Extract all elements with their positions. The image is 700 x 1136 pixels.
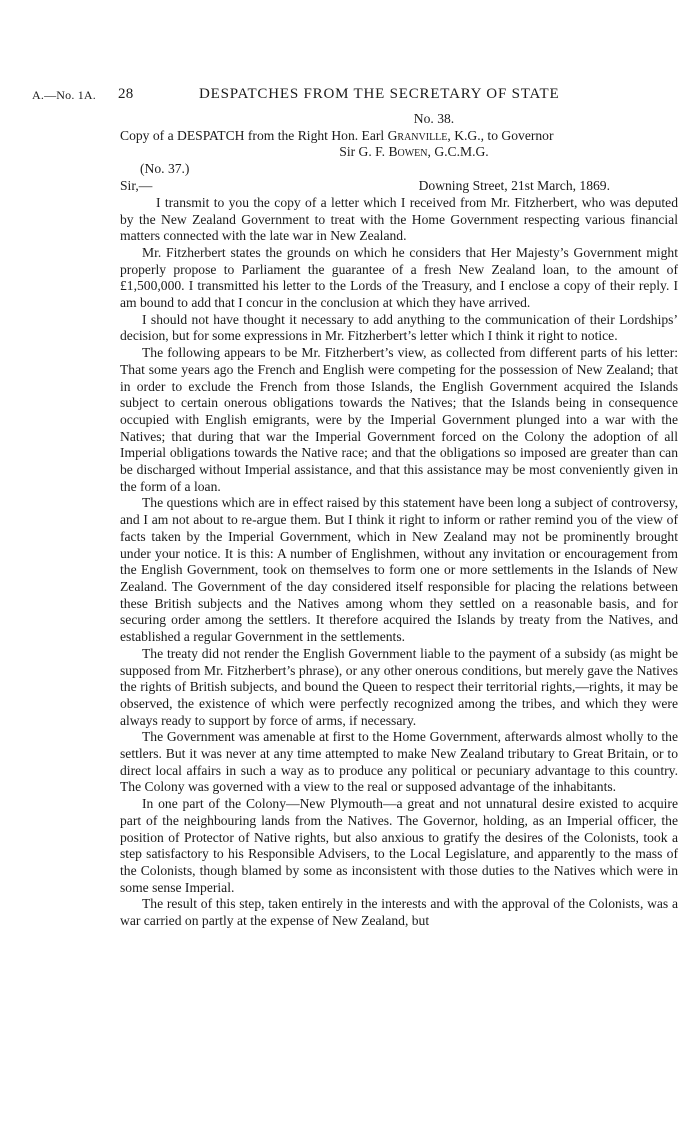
addressee-name: Bowen xyxy=(388,144,428,160)
salutation: Sir,— xyxy=(120,177,153,193)
paragraph: In one part of the Colony—New Plymouth—a great and not unnatural desire existed to acquire part of the neighbouring lands from the Natives. The Governor, holding, as an Imperial officer, the position of Protector of Native rights, but also anxious to gratify the desires of the Colonists, took a step satisfactory to his Responsible Advisers, to the Local Legislature, and apparently to the mass of the Colonists, though blamed by some as inconsistent with those duties to the Natives which were in some sense Imperial. xyxy=(120,796,678,895)
despatch-heading xyxy=(120,128,678,145)
paragraph: The questions which are in effect raised by this statement have been long a subject of controversy, and I am not about to re-argue them. But I think it right to inform or rather remind you of the view of facts taken by the Imperial Government, which in New Zealand may not be prominently brought under your notice. It is this: A number of Englishmen, without any invitation or encouragement from the English Government, took on themselves to form one or more settlements in the Islands of New Zealand. The Government of the day considered itself responsible for placing the relations between these British subjects and the Natives among whom they settled on a reasonable basis, and for securing order among the settlers. It therefore acquired the Islands by treaty from the Natives, and established a regular Government in the settlements. xyxy=(120,495,678,645)
addressee-text-b: , G.C.M.G. xyxy=(427,144,489,160)
despatch-body xyxy=(120,111,678,930)
paper-identifier: A.—No. 1A. xyxy=(32,88,96,102)
paragraph: The treaty did not render the English Government liable to the payment of a subsidy (as might be supposed from Mr. Fitzherbert’s phrase), or any other onerous conditions, but merely gave the Natives the rights of British subjects, and bound the Queen to respect their territorial rights,—rights, it may be observed, the existence of which were perfectly recognized among the tribes, and which they were always ready to support by force of arms, if necessary. xyxy=(120,645,678,728)
running-header xyxy=(32,86,676,106)
paragraph: The following appears to be Mr. Fitzherbert’s view, as collected from different parts of his letter: That some years ago the French and English were competing for the possession of New Zealand; that in order to exclude the French from those Islands, the English Government acquired the Islands subject to certain onerous obligations towards the Natives; that the Islands being in consequence occupied with English emigrants, were by the Imperial Government plunged into a war with the Natives; that during that war the Imperial Government forced on the Colony the adoption of all Imperial obligations towards the Native race; and that the obligations so imposed are greater than can be discharged without Imperial assistance, and that this assistance may be most conveniently given in the form of a loan. xyxy=(120,345,678,494)
paragraph: Mr. Fitzherbert states the grounds on which he considers that Her Majesty’s Government might properly propose to Parliament the guarantee of a fresh New Zealand loan, to the amount of £1,500,000. I transmitted his letter to the Lords of the Treasury, and I enclose a copy of their reply. I am bound to add that I concur in the conclusion at which they have arrived. xyxy=(120,244,678,311)
dateline: Downing Street, 21st March, 1869. xyxy=(418,177,610,193)
paragraph: The result of this step, taken entirely in the interests and with the approval of the Colonists, was a war carried on partly at the expense of New Zealand, but xyxy=(120,896,678,929)
salutation-line xyxy=(120,178,678,195)
paragraph: I transmit to you the copy of a letter which I received from Mr. Fitzherbert, who was deputed by the New Zealand Government to treat with the Home Government respecting various financial matters connected with the late war in New Zealand. xyxy=(120,194,678,244)
page-number: 28 xyxy=(118,86,134,102)
despatch-serial: (No. 37.) xyxy=(140,161,190,177)
heading-text-b: , K.G., to Governor xyxy=(447,127,554,143)
paragraph: I should not have thought it necessary to add anything to the communication of their Lordships’ decision, but for some expressions in Mr. Fitzherbert’s letter which I think it right to notice. xyxy=(120,311,678,344)
running-title: DESPATCHES FROM THE SECRETARY OF STATE xyxy=(199,86,560,102)
addressee-text-a: Sir G. F. xyxy=(339,144,389,160)
heading-sender-name: Granville xyxy=(387,127,448,143)
despatch-addressee xyxy=(120,144,678,161)
paragraph: The Government was amenable at first to the Home Government, afterwards almost wholly to the settlers. But it was never at any time attempted to make New Zealand tributary to Great Britain, or to direct local affairs in such a way as to produce any political or pecuniary advantage to this country. The Colony was governed with a view to the real or supposed advantage of the inhabitants. xyxy=(120,729,678,795)
heading-text-a: Copy of a DESPATCH from the Right Hon. Earl xyxy=(120,127,388,143)
despatch-number: No. 38. xyxy=(413,111,455,126)
